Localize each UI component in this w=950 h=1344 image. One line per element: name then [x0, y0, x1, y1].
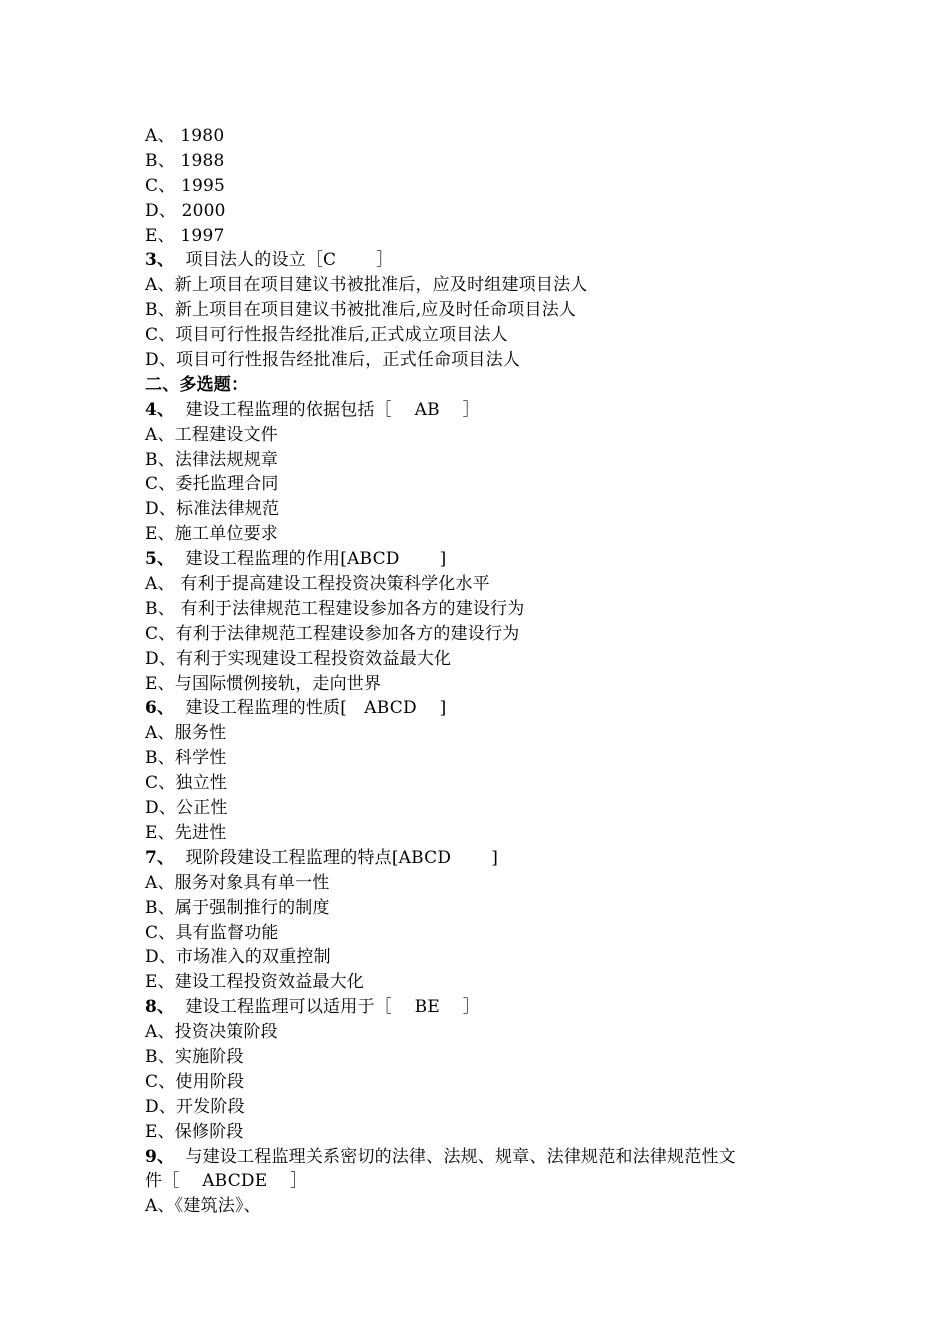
option-line: A、工程建设文件 [145, 424, 278, 445]
question-line [145, 995, 825, 1020]
option-line: E、与国际惯例接轨，走向世界 [145, 673, 382, 694]
question-line [145, 398, 825, 423]
question-line [145, 696, 825, 721]
option-line: B、 有利于法律规范工程建设参加各方的建设行为 [145, 598, 525, 619]
option-line: E、 1997 [145, 225, 225, 246]
question-number: 4、 [145, 399, 175, 420]
question-text: 现阶段建设工程监理的特点[ABCD ] [185, 847, 499, 868]
option-line: E、施工单位要求 [145, 524, 279, 545]
question-number: 5、 [145, 549, 175, 570]
section-heading: 二、多选题： [145, 374, 249, 395]
option-line: E、先进性 [145, 822, 227, 843]
question-line [145, 547, 825, 572]
option-line: D、市场准入的双重控制 [145, 947, 331, 968]
question-line [145, 248, 825, 273]
option-line: A、 1980 [145, 126, 225, 146]
option-line: A、投资决策阶段 [145, 1022, 278, 1043]
option-line: D、项目可行性报告经批准后，正式任命项目法人 [145, 350, 521, 371]
option-line: D、标准法律规范 [145, 499, 280, 520]
option-line: C、使用阶段 [145, 1071, 245, 1092]
option-line: B、 1988 [145, 150, 225, 171]
option-line: E、保修阶段 [145, 1121, 244, 1142]
option-line: D、公正性 [145, 798, 228, 819]
question-number: 6、 [145, 698, 175, 719]
option-line: C、委托监理合同 [145, 474, 279, 495]
document-page [145, 124, 825, 1219]
option-line: D、 2000 [145, 200, 226, 221]
option-line: A、《建筑法》、 [145, 1196, 261, 1217]
option-line: A、 有利于提高建设工程投资决策科学化水平 [145, 574, 490, 595]
question-text: 与建设工程监理关系密切的法律、法规、规章、法律规范和法律规范性文 [185, 1146, 736, 1167]
question-line [145, 1145, 825, 1170]
question-text: 建设工程监理的依据包括［ AB ］ [185, 399, 480, 420]
option-line: 件［ ABCDE ］ [145, 1171, 308, 1192]
option-line: B、法律法规规章 [145, 449, 279, 470]
question-number: 8、 [145, 997, 175, 1018]
question-text: 建设工程监理的作用[ABCD ] [185, 549, 447, 570]
option-line: A、新上项目在项目建议书被批准后，应及时组建项目法人 [145, 275, 588, 296]
option-line: B、科学性 [145, 748, 227, 769]
option-line: C、项目可行性报告经批准后,正式成立项目法人 [145, 325, 508, 346]
question-number: 3、 [145, 250, 175, 271]
option-line: D、有利于实现建设工程投资效益最大化 [145, 648, 452, 669]
option-line: A、服务对象具有单一性 [145, 872, 330, 893]
option-line: C、具有监督功能 [145, 922, 279, 943]
option-line: E、建设工程投资效益最大化 [145, 972, 365, 993]
option-line: D、开发阶段 [145, 1096, 245, 1117]
question-number: 9、 [145, 1146, 175, 1167]
question-number: 7、 [145, 847, 175, 868]
question-text: 建设工程监理可以适用于［ BE ］ [185, 997, 480, 1018]
question-text: 项目法人的设立［C ］ [185, 250, 394, 271]
option-line: B、属于强制推行的制度 [145, 897, 330, 918]
option-line: C、 1995 [145, 175, 226, 196]
option-line: A、服务性 [145, 723, 227, 744]
option-line: B、新上项目在项目建议书被批准后,应及时任命项目法人 [145, 300, 577, 321]
option-line: C、独立性 [145, 773, 228, 794]
question-line [145, 846, 825, 871]
option-line: C、有利于法律规范工程建设参加各方的建设行为 [145, 623, 520, 644]
question-text: 建设工程监理的性质[ ABCD ] [185, 698, 447, 719]
option-line: B、实施阶段 [145, 1046, 244, 1067]
